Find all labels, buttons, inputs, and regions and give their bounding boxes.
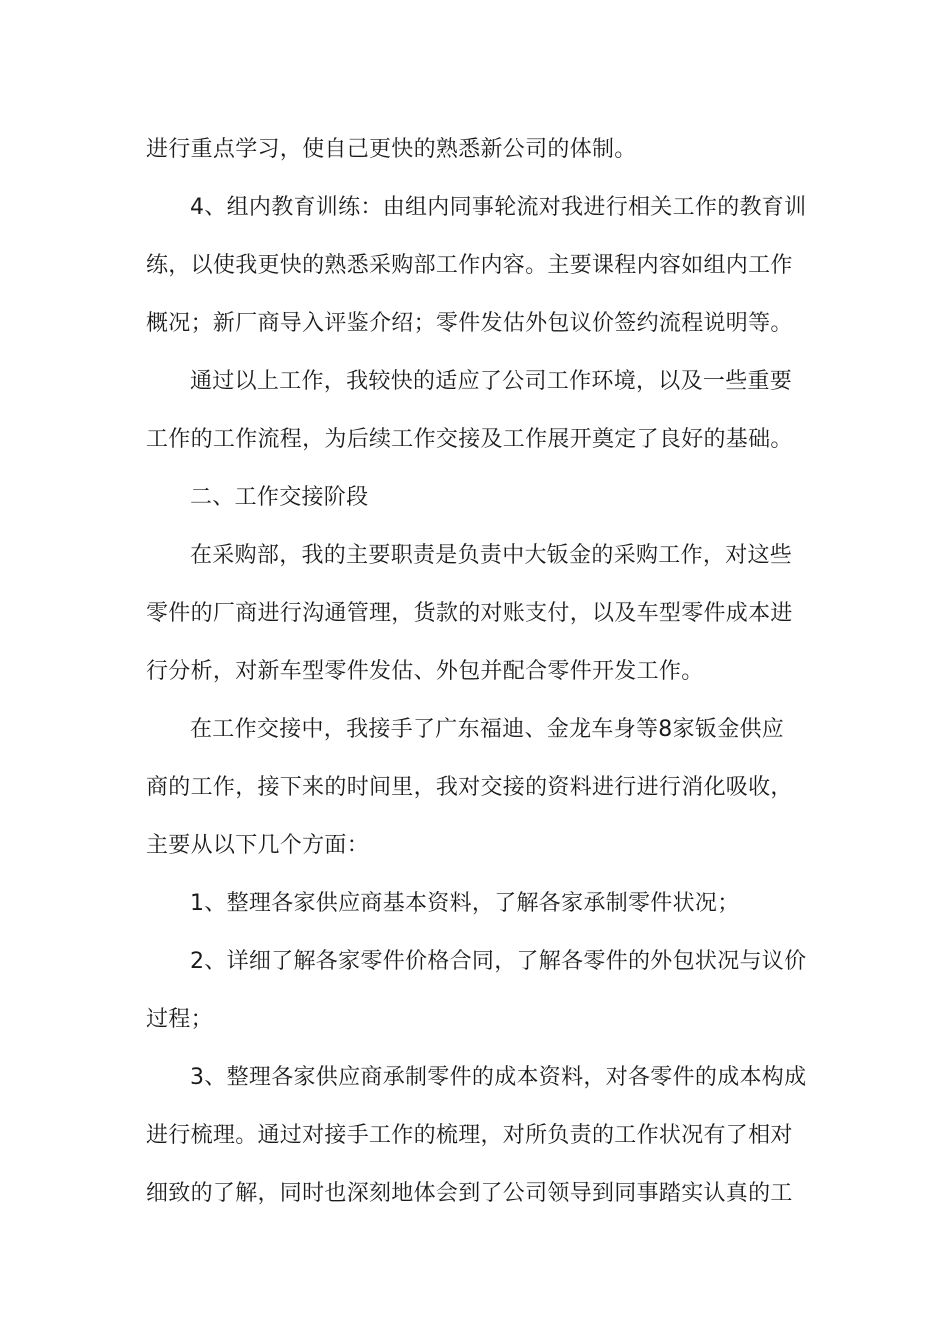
list-item: 2、详细了解各家零件价格合同，了解各零件的外包状况与议价 <box>190 949 807 974</box>
list-item: 1、整理各家供应商基本资料，了解各家承制零件状况； <box>190 891 740 916</box>
text-line: 过程； <box>146 1007 213 1032</box>
text-line: 通过以上工作，我较快的适应了公司工作环境，以及一些重要 <box>190 369 793 394</box>
text-line: 4、组内教育训练：由组内同事轮流对我进行相关工作的教育训 <box>190 195 807 220</box>
text-line: 在工作交接中，我接手了广东福迪、金龙车身等8家钣金供应 <box>190 717 785 742</box>
text-line: 细致的了解，同时也深刻地体会到了公司领导到同事踏实认真的工 <box>146 1181 793 1206</box>
text-line: 概况；新厂商导入评鉴介绍；零件发估外包议价签约流程说明等。 <box>146 311 793 336</box>
text-line: 商的工作，接下来的时间里，我对交接的资料进行进行消化吸收， <box>146 775 793 800</box>
section-heading: 二、工作交接阶段 <box>190 485 369 510</box>
text-line: 练，以使我更快的熟悉采购部工作内容。主要课程内容如组内工作 <box>146 253 793 278</box>
text-line: 进行重点学习，使自己更快的熟悉新公司的体制。 <box>146 137 637 162</box>
text-line: 零件的厂商进行沟通管理，货款的对账支付，以及车型零件成本进 <box>146 601 793 626</box>
text-line: 行分析，对新车型零件发估、外包并配合零件开发工作。 <box>146 659 704 684</box>
text-line: 工作的工作流程，为后续工作交接及工作展开奠定了良好的基础。 <box>146 427 793 452</box>
text-line: 在采购部，我的主要职责是负责中大钣金的采购工作，对这些 <box>190 543 793 568</box>
text-line: 主要从以下几个方面： <box>146 833 370 858</box>
text-line: 进行梳理。通过对接手工作的梳理，对所负责的工作状况有了相对 <box>146 1123 793 1148</box>
list-item: 3、整理各家供应商承制零件的成本资料，对各零件的成本构成 <box>190 1065 807 1090</box>
